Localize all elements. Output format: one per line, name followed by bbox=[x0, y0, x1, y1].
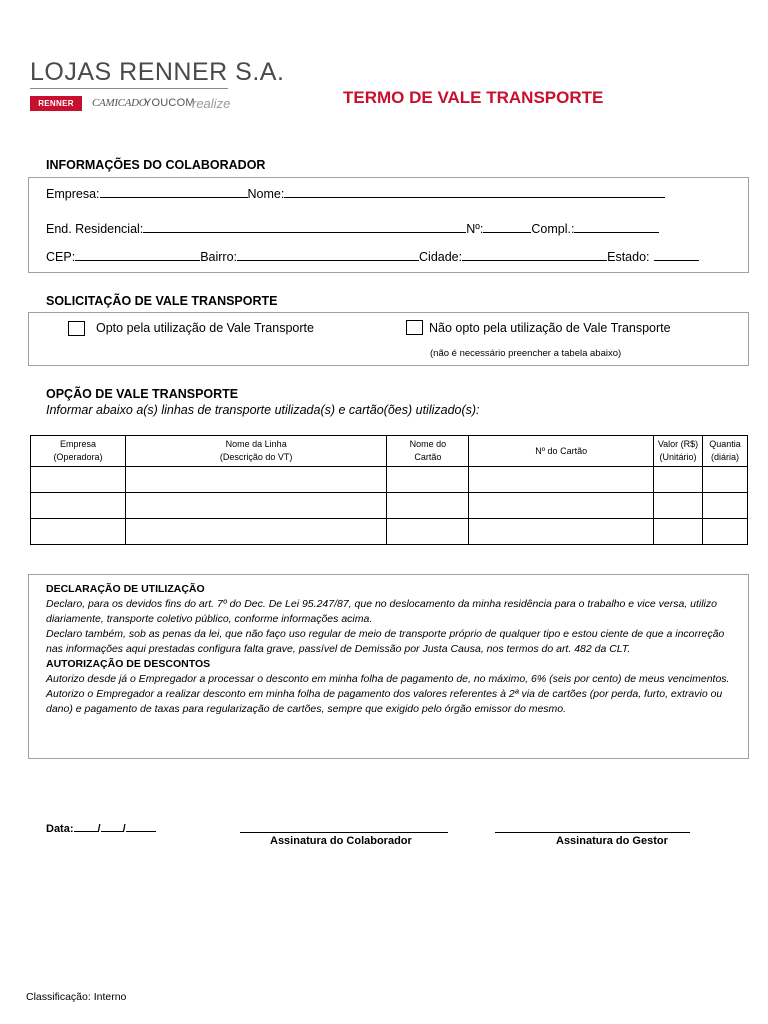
numero-label: Nº: bbox=[466, 222, 484, 236]
compl-field[interactable] bbox=[574, 221, 659, 233]
autorizacao-paragraph-1: Autorizo desde já o Empregador a processar o desconto em minha folha de pagamento de, no máximo, 6% (seis por cento) de meus vencimentos. bbox=[46, 673, 730, 685]
declaracao-paragraph-2: Declaro também, sob as penas da lei, que não faço uso regular de meio de transporte próprio de qualquer tipo e estou ciente de que a incorreção nas informações aqui prestadas configura falta grave, passível de Demissão por Justa Causa, nos termos do art. 482 da CLT. bbox=[46, 628, 725, 655]
data-month-field[interactable] bbox=[101, 821, 123, 832]
opt-out-note: (não é necessário preencher a tabela abaixo) bbox=[430, 348, 622, 359]
brand-renner-logo bbox=[30, 96, 82, 111]
table-cell[interactable] bbox=[387, 467, 469, 493]
table-cell[interactable] bbox=[702, 493, 747, 519]
brand-realize-logo: realize bbox=[192, 96, 231, 111]
opcao-subtitle: Informar abaixo a(s) linhas de transporte utilizada(s) e cartão(ões) utilizado(s): bbox=[46, 403, 480, 417]
estado-field[interactable] bbox=[654, 249, 699, 261]
table-cell[interactable] bbox=[654, 519, 703, 545]
gestor-signature-label: Assinatura do Gestor bbox=[556, 835, 668, 847]
table-cell[interactable] bbox=[654, 467, 703, 493]
gestor-signature-line[interactable] bbox=[495, 832, 690, 833]
empresa-label: Empresa: bbox=[46, 187, 100, 201]
table-row bbox=[31, 467, 748, 493]
data-year-field[interactable] bbox=[126, 821, 156, 832]
opcao-section-title: OPÇÃO DE VALE TRANSPORTE bbox=[46, 387, 239, 401]
nome-field[interactable] bbox=[284, 186, 665, 198]
opt-in-checkbox[interactable] bbox=[68, 321, 85, 336]
colaborador-signature-line[interactable] bbox=[240, 832, 448, 833]
colaborador-signature-label: Assinatura do Colaborador bbox=[270, 835, 412, 847]
declaracao-paragraph-1: Declaro, para os devidos fins do art. 7º do Dec. De Lei 95.247/87, que no deslocamento da minha residência para o trabalho e vice versa, utilizo diariamente, transporte coletivo público, conforme informações acima. bbox=[46, 598, 717, 625]
estado-label: Estado: bbox=[607, 250, 650, 264]
vt-table bbox=[30, 435, 748, 545]
solicitacao-section-title: SOLICITAÇÃO DE VALE TRANSPORTE bbox=[46, 294, 278, 308]
colaborador-row-3 bbox=[46, 249, 699, 264]
col-header-numero-cartao: Nº do Cartão bbox=[469, 436, 654, 467]
brand-youcom-logo: YOUCOM bbox=[144, 97, 195, 109]
colaborador-section-title: INFORMAÇÕES DO COLABORADOR bbox=[46, 158, 266, 172]
bairro-field[interactable] bbox=[237, 249, 419, 261]
empresa-field[interactable] bbox=[100, 186, 248, 198]
data-label: Data: bbox=[46, 823, 74, 835]
table-cell[interactable] bbox=[31, 467, 126, 493]
declaracao-text-block bbox=[46, 582, 732, 717]
col-header-empresa: Empresa (Operadora) bbox=[31, 436, 126, 467]
data-day-field[interactable] bbox=[74, 821, 98, 832]
table-cell[interactable] bbox=[469, 493, 654, 519]
logo-divider bbox=[30, 88, 228, 89]
table-cell[interactable] bbox=[31, 493, 126, 519]
opt-out-checkbox[interactable] bbox=[406, 320, 423, 335]
table-cell[interactable] bbox=[125, 519, 387, 545]
brand-camicado-logo: CAMICADO bbox=[92, 97, 147, 109]
autorizacao-paragraph-2: Autorizo o Empregador a realizar desconto em minha folha de pagamento dos valores referentes à 2ª via de cartões (por perda, furto, extravio ou dano) e pagamento de taxas para regularização de cartões, sempre que exigido pelo órgão emissor do mesmo. bbox=[46, 688, 723, 715]
table-cell[interactable] bbox=[469, 467, 654, 493]
colaborador-row-2 bbox=[46, 221, 659, 236]
company-logo-text: LOJAS RENNER S.A. bbox=[30, 58, 285, 86]
document-title: TERMO DE VALE TRANSPORTE bbox=[343, 88, 604, 107]
table-cell[interactable] bbox=[702, 467, 747, 493]
vt-table-header bbox=[31, 436, 748, 467]
table-cell[interactable] bbox=[387, 493, 469, 519]
bairro-label: Bairro: bbox=[200, 250, 238, 264]
opt-in-label: Opto pela utilização de Vale Transporte bbox=[96, 321, 314, 335]
col-header-nome-cartao: Nome do Cartão bbox=[387, 436, 469, 467]
cep-label: CEP: bbox=[46, 250, 76, 264]
table-row bbox=[31, 493, 748, 519]
col-header-quantia: Quantia (diária) bbox=[702, 436, 747, 467]
brand-renner-text: RENNER bbox=[38, 99, 74, 108]
col-header-nome-linha: Nome da Linha (Descrição do VT) bbox=[125, 436, 387, 467]
numero-field[interactable] bbox=[483, 221, 531, 233]
table-cell[interactable] bbox=[654, 493, 703, 519]
endereco-label: End. Residencial: bbox=[46, 222, 144, 236]
table-row bbox=[31, 519, 748, 545]
classification-label: Classificação: Interno bbox=[26, 991, 127, 1003]
nome-label: Nome: bbox=[247, 187, 285, 201]
col-header-valor: Valor (R$) (Unitário) bbox=[654, 436, 703, 467]
declaracao-title: DECLARAÇÃO DE UTILIZAÇÃO bbox=[46, 583, 205, 595]
table-cell[interactable] bbox=[31, 519, 126, 545]
compl-label: Compl.: bbox=[531, 222, 575, 236]
cep-field[interactable] bbox=[75, 249, 200, 261]
autorizacao-title: AUTORIZAÇÃO DE DESCONTOS bbox=[46, 658, 211, 670]
colaborador-row-1 bbox=[46, 186, 665, 201]
cidade-label: Cidade: bbox=[419, 250, 463, 264]
opt-out-label: Não opto pela utilização de Vale Transporte bbox=[429, 321, 671, 335]
table-cell[interactable] bbox=[469, 519, 654, 545]
cidade-field[interactable] bbox=[462, 249, 607, 261]
data-field-group: Data: / / bbox=[46, 821, 156, 835]
table-cell[interactable] bbox=[125, 467, 387, 493]
table-cell[interactable] bbox=[387, 519, 469, 545]
endereco-field[interactable] bbox=[143, 221, 466, 233]
table-cell[interactable] bbox=[125, 493, 387, 519]
table-cell[interactable] bbox=[702, 519, 747, 545]
